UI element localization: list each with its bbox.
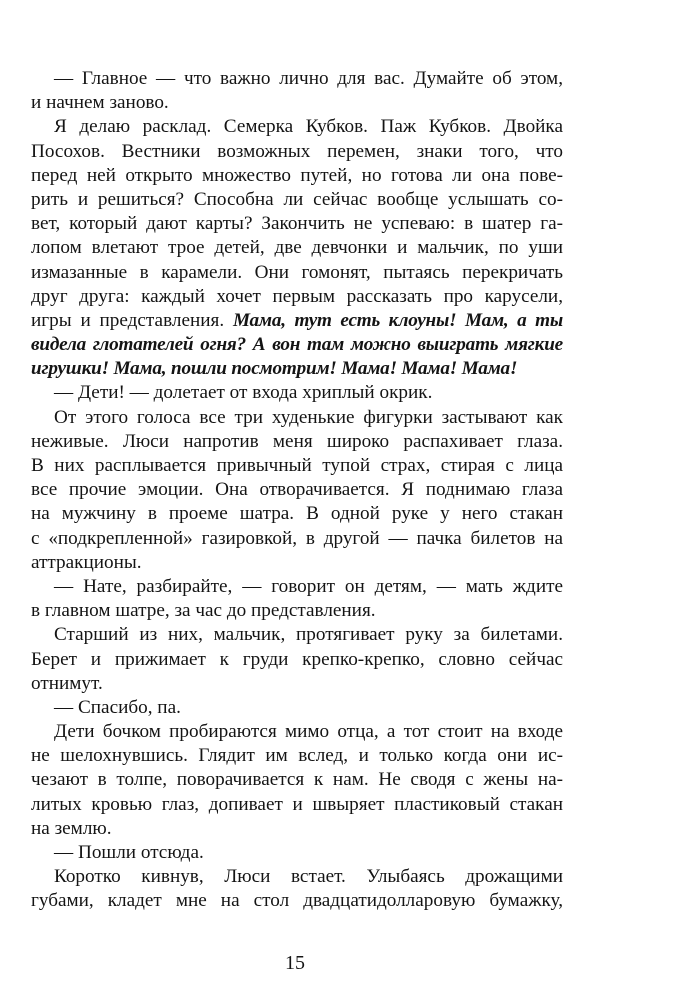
text-line-regular: с «подкрепленной» газировкой, в другой — пачка билетов на [31,527,563,549]
text-line-regular: игры и представления. [31,309,233,331]
text-line [31,212,563,236]
text-line-regular: Я делаю расклад. Семерка Кубков. Паж Кубков. Двойка [54,116,563,138]
text-line-regular: — Главное — что важно лично для вас. Думайте об этом, [54,68,563,89]
text-line [31,309,563,333]
text-line-regular: аттракционы. [31,551,142,573]
text-line-regular: губами, кладет мне на стол двадцатидолларовую бумажку, [31,890,563,912]
text-line-regular: вет, который дают карты? Закончить не успеваю: в шатер га- [31,213,563,235]
text-line [31,889,563,913]
text-line-regular: перед ней открыто множество путей, но готова ли она пове- [31,164,563,186]
text-line [31,357,563,381]
text-line [31,744,563,768]
text-line-regular: рить и решиться? Способна ли сейчас вообще услышать со- [31,188,563,210]
text-line-regular: Коротко кивнув, Люси встает. Улыбаясь дрожащими [54,866,563,888]
text-line [31,696,563,720]
text-line-regular: Старший из них, мальчик, протягивает руку за билетами. [54,624,563,646]
text-line-regular: — Дети! — долетает от входа хриплый окрик. [54,382,433,404]
text-line-regular: — Нате, разбирайте, — говорит он детям, — мать ждите [54,575,563,597]
text-line [31,865,563,889]
text-line-regular: — Спасибо, па. [54,696,181,718]
text-line [31,333,563,357]
text-line-regular: Берет и прижимает к груди крепко-крепко, словно сейчас [31,648,563,670]
text-line [31,672,563,696]
text-line-regular: друг друга: каждый хочет первым рассказать про карусели, [31,285,563,307]
text-line-regular: все прочие эмоции. Она отворачивается. Я поднимаю глаза [31,479,563,501]
text-line-regular: на мужчину в проеме шатра. В одной руке у него стакан [31,503,563,525]
text-line [31,67,563,91]
text-line [31,91,563,115]
text-line-regular: в главном шатре, за час до представления. [31,600,376,622]
text-line-italic: видела глотателей огня? А вон там можно выиграть мягкие [31,334,563,356]
text-line [31,140,563,164]
text-line [31,720,563,744]
text-line-regular: измазанные в карамели. Они гомонят, пытаясь перекричать [31,261,563,283]
text-line [31,527,563,551]
text-line [31,430,563,454]
text-line-regular: Дети бочком пробираются мимо отца, а тот стоит на входе [54,721,563,743]
text-line-regular: на землю. [31,817,112,839]
text-line-regular: литых кровью глаз, допивает и швыряет пластиковый стакан [31,793,563,815]
text-line [31,648,563,672]
text-line-regular: От этого голоса все три худенькие фигурки застывают как [54,406,563,428]
text-line-italic: игрушки! Мама, пошли посмотрим! Мама! Мама! Мама! [31,358,518,380]
text-line [31,575,563,599]
text-line-regular: Посохов. Вестники возможных перемен, знаки того, что [31,140,563,162]
text-line [31,502,563,526]
text-line [31,551,563,575]
text-line-regular: отнимут. [31,672,103,694]
text-line-regular: неживые. Люси напротив меня широко распахивает глаза. [31,430,563,452]
text-line [31,261,563,285]
text-line [31,841,563,865]
text-line [31,623,563,647]
text-line-regular: лопом влетают трое детей, две девчонки и мальчик, по уши [31,237,563,259]
text-line [31,454,563,478]
text-line [31,599,563,623]
text-line [31,115,563,139]
text-line [31,285,563,309]
text-line [31,478,563,502]
text-line-italic: Мама, тут есть клоуны! Мам, а ты [232,309,563,331]
page-number: 15 [285,952,305,974]
text-line [31,381,563,405]
text-line [31,188,563,212]
text-line-regular: В них расплывается привычный тупой страх, стирая с лица [31,455,563,476]
text-line-regular: и начнем заново. [31,92,169,114]
text-line [31,406,563,430]
text-line [31,164,563,188]
text-line [31,793,563,817]
text-line-regular: чезают в толпе, поворачивается к нам. Не сводя с жены на- [31,769,563,791]
text-line [31,768,563,792]
text-line-regular: — Пошли отсюда. [54,842,204,863]
text-line [31,817,563,841]
book-page-text [31,67,563,914]
text-line-regular: не шелохнувшись. Глядит им вслед, и только когда они ис- [31,745,563,767]
text-line [31,236,563,260]
